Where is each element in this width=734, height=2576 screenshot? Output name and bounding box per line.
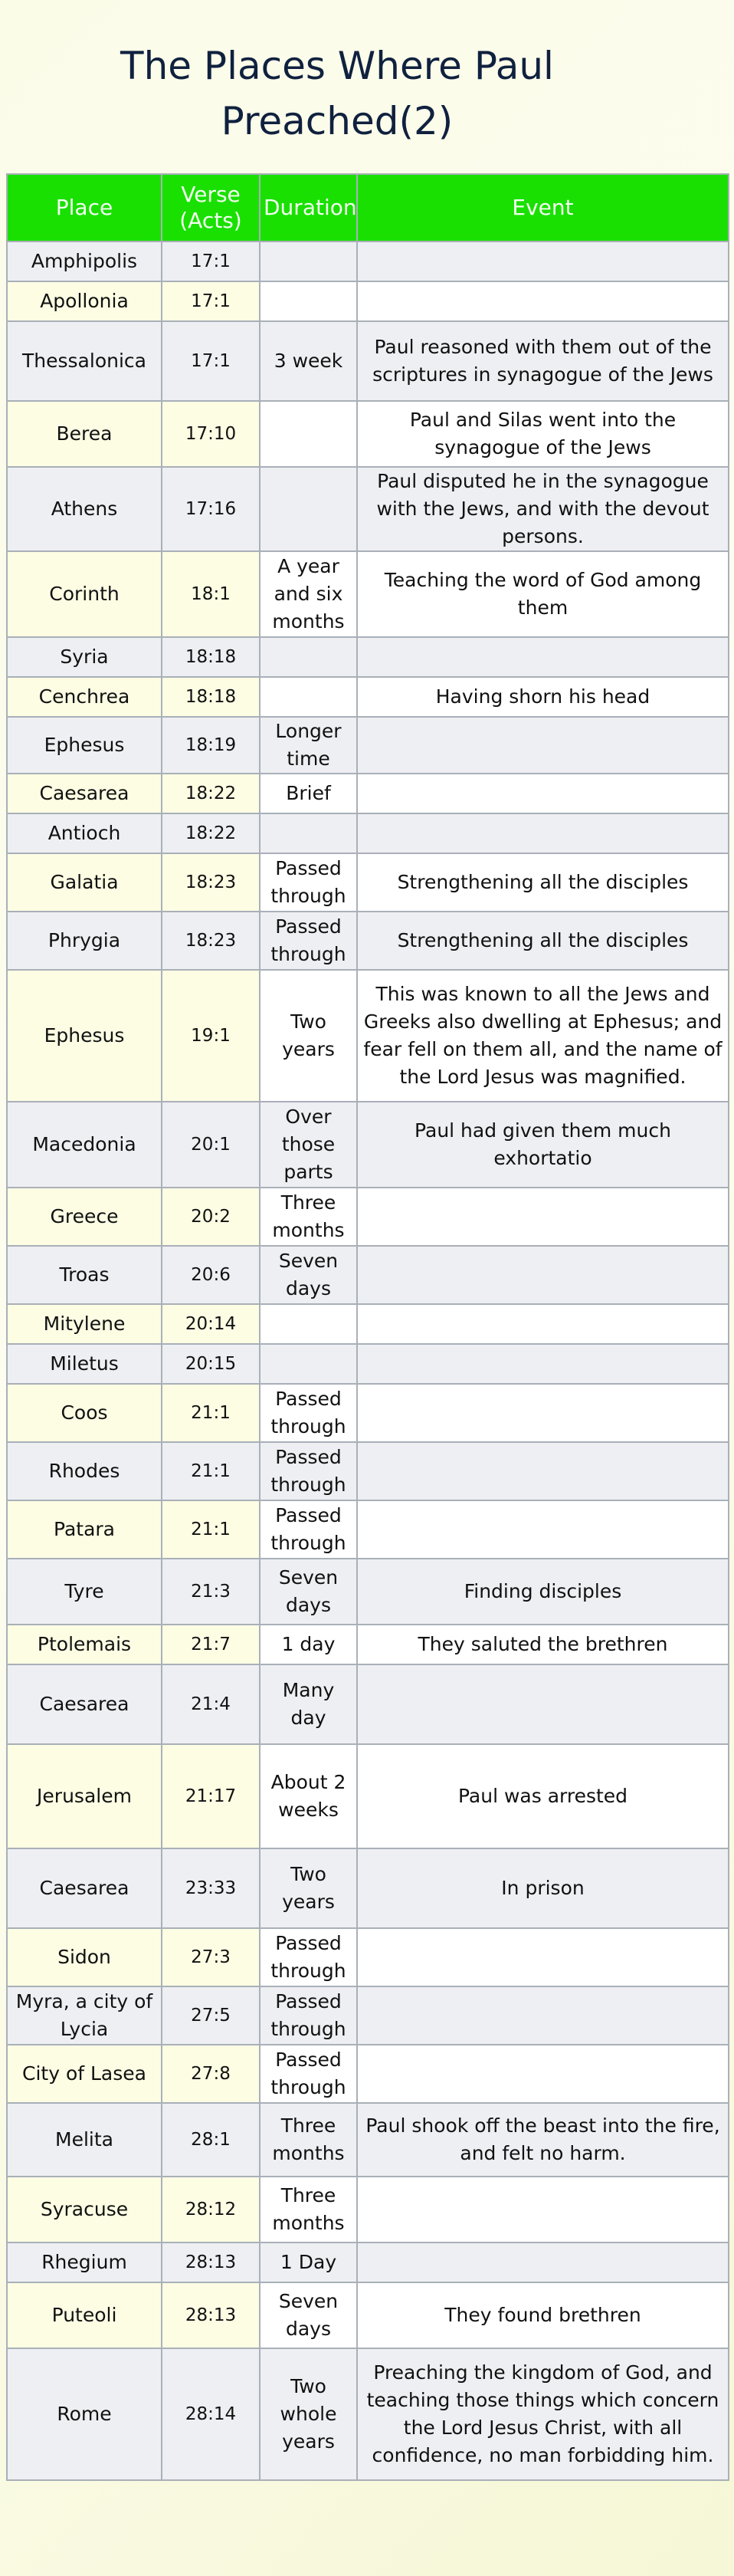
title-line-1: The Places Where Paul	[120, 44, 554, 88]
place-cell: Ephesus	[7, 717, 162, 774]
verse-cell: 18:18	[162, 637, 260, 677]
event-cell	[357, 813, 729, 853]
verse-cell: 18:19	[162, 717, 260, 774]
duration-cell	[260, 467, 357, 551]
header-duration: Duration	[260, 174, 357, 242]
place-cell: Caesarea	[7, 1664, 162, 1744]
event-cell: Finding disciples	[357, 1559, 729, 1625]
duration-cell: Longer time	[260, 717, 357, 774]
event-cell	[357, 1500, 729, 1559]
event-cell	[357, 1246, 729, 1304]
table-row	[7, 717, 729, 774]
table-row	[7, 677, 729, 717]
place-cell: Apollonia	[7, 281, 162, 321]
event-cell: In prison	[357, 1848, 729, 1928]
page-title	[0, 38, 674, 149]
table-row	[7, 1304, 729, 1344]
table-row	[7, 242, 729, 281]
place-cell: Sidon	[7, 1928, 162, 1986]
duration-cell: 3 week	[260, 321, 357, 401]
place-cell: Greece	[7, 1188, 162, 1246]
table-row	[7, 1344, 729, 1384]
event-cell: Strengthening all the disciples	[357, 912, 729, 970]
table-row	[7, 2282, 729, 2348]
duration-cell: Three months	[260, 1188, 357, 1246]
place-cell: Melita	[7, 2103, 162, 2177]
verse-cell: 23:33	[162, 1848, 260, 1928]
duration-cell: Brief	[260, 774, 357, 813]
event-cell	[357, 1304, 729, 1344]
duration-cell: Three months	[260, 2103, 357, 2177]
place-cell: Galatia	[7, 853, 162, 912]
event-cell	[357, 281, 729, 321]
table-row	[7, 2045, 729, 2103]
event-cell: Paul was arrested	[357, 1744, 729, 1848]
place-cell: Jerusalem	[7, 1744, 162, 1848]
place-cell: Syria	[7, 637, 162, 677]
table-row	[7, 1500, 729, 1559]
place-cell: Troas	[7, 1246, 162, 1304]
verse-cell: 18:18	[162, 677, 260, 717]
place-cell: Tyre	[7, 1559, 162, 1625]
verse-cell: 20:14	[162, 1304, 260, 1344]
event-cell: Paul had given them much exhortatio	[357, 1102, 729, 1188]
duration-cell: Passed through	[260, 912, 357, 970]
event-cell: Teaching the word of God among them	[357, 551, 729, 637]
place-cell: Coos	[7, 1384, 162, 1442]
table-row	[7, 1986, 729, 2045]
duration-cell: 1 Day	[260, 2242, 357, 2282]
verse-cell: 28:12	[162, 2177, 260, 2242]
place-cell: Rome	[7, 2348, 162, 2480]
event-cell: They found brethren	[357, 2282, 729, 2348]
event-cell: Paul and Silas went into the synagogue of the Jews	[357, 401, 729, 467]
places-table	[6, 173, 729, 2481]
place-cell: Caesarea	[7, 1848, 162, 1928]
title-line-2: Preached(2)	[221, 99, 454, 143]
event-cell: They saluted the brethren	[357, 1625, 729, 1664]
table-row	[7, 853, 729, 912]
verse-cell: 17:1	[162, 321, 260, 401]
verse-cell: 20:2	[162, 1188, 260, 1246]
place-cell: Rhodes	[7, 1442, 162, 1500]
event-cell: Strengthening all the disciples	[357, 853, 729, 912]
event-cell	[357, 637, 729, 677]
duration-cell	[260, 637, 357, 677]
duration-cell: Passed through	[260, 1986, 357, 2045]
duration-cell: Passed through	[260, 2045, 357, 2103]
event-cell: Paul disputed he in the synagogue with the Jews, and with the devout persons.	[357, 467, 729, 551]
place-cell: Cenchrea	[7, 677, 162, 717]
table-row	[7, 1848, 729, 1928]
verse-cell: 17:16	[162, 467, 260, 551]
event-cell: Paul reasoned with them out of the scriptures in synagogue of the Jews	[357, 321, 729, 401]
place-cell: Patara	[7, 1500, 162, 1559]
table-row	[7, 1102, 729, 1188]
verse-cell: 21:1	[162, 1442, 260, 1500]
event-cell	[357, 2045, 729, 2103]
duration-cell	[260, 401, 357, 467]
place-cell: Caesarea	[7, 774, 162, 813]
verse-cell: 19:1	[162, 970, 260, 1102]
verse-cell: 27:5	[162, 1986, 260, 2045]
duration-cell	[260, 813, 357, 853]
table-row	[7, 2348, 729, 2480]
event-cell	[357, 1664, 729, 1744]
table-row	[7, 2242, 729, 2282]
duration-cell: Passed through	[260, 1500, 357, 1559]
table-row	[7, 912, 729, 970]
verse-cell: 18:22	[162, 774, 260, 813]
duration-cell: Seven days	[260, 1559, 357, 1625]
verse-cell: 20:15	[162, 1344, 260, 1384]
table-row	[7, 1188, 729, 1246]
place-cell: Mitylene	[7, 1304, 162, 1344]
event-cell: Having shorn his head	[357, 677, 729, 717]
table-row	[7, 281, 729, 321]
place-cell: Amphipolis	[7, 242, 162, 281]
event-cell	[357, 242, 729, 281]
header-verse-line-1: Verse	[181, 182, 241, 207]
duration-cell: Two years	[260, 970, 357, 1102]
place-cell: Myra, a city of Lycia	[7, 1986, 162, 2045]
verse-cell: 17:1	[162, 281, 260, 321]
verse-cell: 18:23	[162, 853, 260, 912]
event-cell	[357, 774, 729, 813]
duration-cell: Two years	[260, 1848, 357, 1928]
duration-cell	[260, 242, 357, 281]
table-row	[7, 1246, 729, 1304]
event-cell	[357, 1188, 729, 1246]
verse-cell: 21:4	[162, 1664, 260, 1744]
verse-cell: 27:3	[162, 1928, 260, 1986]
duration-cell: Many day	[260, 1664, 357, 1744]
event-cell	[357, 717, 729, 774]
verse-cell: 21:17	[162, 1744, 260, 1848]
verse-cell: 17:10	[162, 401, 260, 467]
place-cell: Miletus	[7, 1344, 162, 1384]
duration-cell: About 2 weeks	[260, 1744, 357, 1848]
place-cell: Ptolemais	[7, 1625, 162, 1664]
table-row	[7, 401, 729, 467]
table-row	[7, 321, 729, 401]
table-row	[7, 970, 729, 1102]
verse-cell: 28:14	[162, 2348, 260, 2480]
place-cell: Phrygia	[7, 912, 162, 970]
header-verse	[162, 174, 260, 242]
place-cell: Ephesus	[7, 970, 162, 1102]
header-verse-line-2: (Acts)	[179, 208, 242, 233]
place-cell: Macedonia	[7, 1102, 162, 1188]
place-cell: Antioch	[7, 813, 162, 853]
verse-cell: 27:8	[162, 2045, 260, 2103]
place-cell: Rhegium	[7, 2242, 162, 2282]
event-cell: This was known to all the Jews and Greeks also dwelling at Ephesus; and fear fell on them all, and the name of the Lord Jesus was magnified.	[357, 970, 729, 1102]
verse-cell: 21:7	[162, 1625, 260, 1664]
duration-cell: Three months	[260, 2177, 357, 2242]
duration-cell: Two whole years	[260, 2348, 357, 2480]
header-place: Place	[7, 174, 162, 242]
table-row	[7, 813, 729, 853]
table-row	[7, 1625, 729, 1664]
duration-cell: 1 day	[260, 1625, 357, 1664]
duration-cell: Passed through	[260, 1384, 357, 1442]
duration-cell: Seven days	[260, 2282, 357, 2348]
event-cell	[357, 1986, 729, 2045]
verse-cell: 18:22	[162, 813, 260, 853]
event-cell	[357, 2177, 729, 2242]
verse-cell: 21:1	[162, 1384, 260, 1442]
verse-cell: 28:1	[162, 2103, 260, 2177]
verse-cell: 20:6	[162, 1246, 260, 1304]
table-row	[7, 1744, 729, 1848]
duration-cell: Seven days	[260, 1246, 357, 1304]
duration-cell	[260, 281, 357, 321]
table-row	[7, 637, 729, 677]
event-cell	[357, 2242, 729, 2282]
place-cell: Puteoli	[7, 2282, 162, 2348]
table-row	[7, 774, 729, 813]
event-cell: Preaching the kingdom of God, and teaching those things which concern the Lord Jesus Christ, with all confidence, no man forbidding him.	[357, 2348, 729, 2480]
duration-cell	[260, 677, 357, 717]
place-cell: City of Lasea	[7, 2045, 162, 2103]
event-cell	[357, 1442, 729, 1500]
header-row	[7, 174, 729, 242]
table-row	[7, 2177, 729, 2242]
verse-cell: 28:13	[162, 2242, 260, 2282]
place-cell: Athens	[7, 467, 162, 551]
verse-cell: 21:1	[162, 1500, 260, 1559]
table-row	[7, 1664, 729, 1744]
table-row	[7, 2103, 729, 2177]
event-cell: Paul shook off the beast into the fire, and felt no harm.	[357, 2103, 729, 2177]
verse-cell: 18:1	[162, 551, 260, 637]
duration-cell: A year and six months	[260, 551, 357, 637]
duration-cell: Over those parts	[260, 1102, 357, 1188]
table-row	[7, 467, 729, 551]
verse-cell: 18:23	[162, 912, 260, 970]
duration-cell: Passed through	[260, 853, 357, 912]
verse-cell: 28:13	[162, 2282, 260, 2348]
header-event: Event	[357, 174, 729, 242]
table-body	[7, 242, 729, 2480]
table-row	[7, 1559, 729, 1625]
table-row	[7, 1928, 729, 1986]
verse-cell: 20:1	[162, 1102, 260, 1188]
event-cell	[357, 1384, 729, 1442]
place-cell: Corinth	[7, 551, 162, 637]
table-row	[7, 1384, 729, 1442]
duration-cell	[260, 1304, 357, 1344]
duration-cell	[260, 1344, 357, 1384]
verse-cell: 21:3	[162, 1559, 260, 1625]
table-row	[7, 1442, 729, 1500]
event-cell	[357, 1344, 729, 1384]
table-row	[7, 551, 729, 637]
duration-cell: Passed through	[260, 1442, 357, 1500]
place-cell: Thessalonica	[7, 321, 162, 401]
place-cell: Berea	[7, 401, 162, 467]
place-cell: Syracuse	[7, 2177, 162, 2242]
verse-cell: 17:1	[162, 242, 260, 281]
event-cell	[357, 1928, 729, 1986]
duration-cell: Passed through	[260, 1928, 357, 1986]
